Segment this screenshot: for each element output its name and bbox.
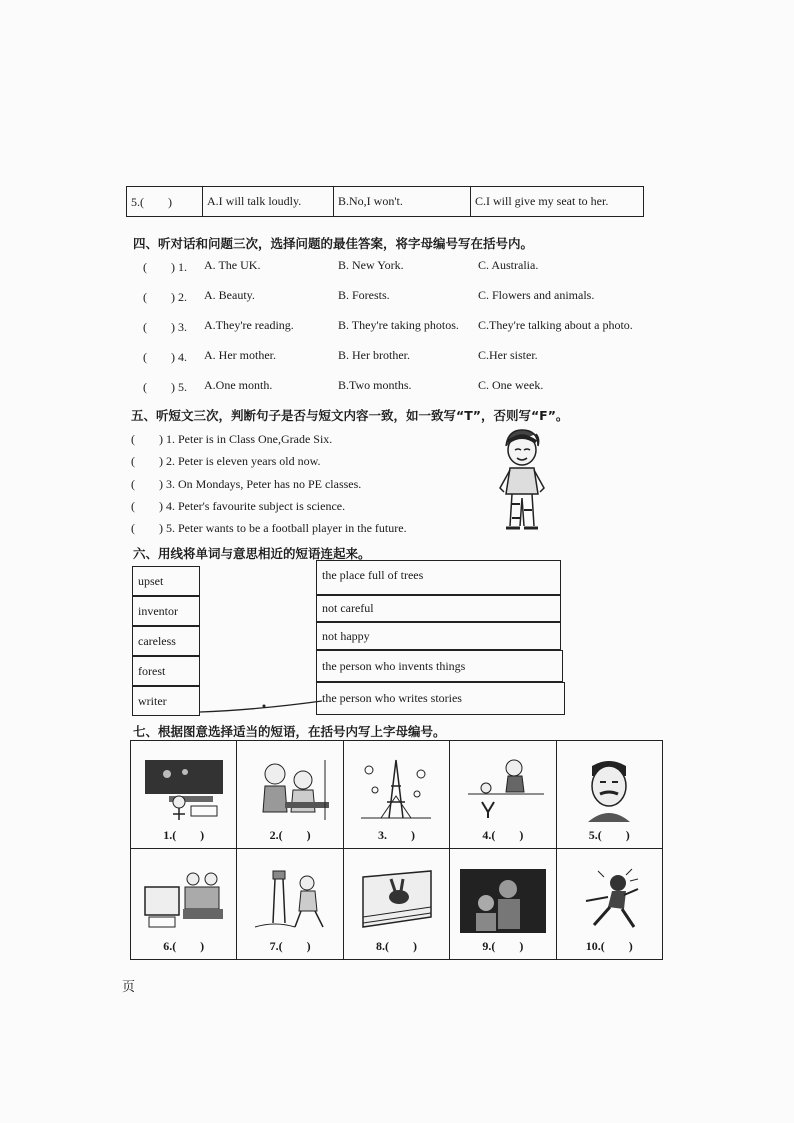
s4-q2-b: B. Forests.	[338, 288, 390, 302]
word-writer: writer	[138, 693, 167, 708]
phrase-4: the person who invents things	[322, 658, 466, 673]
pic-cell-10	[556, 849, 662, 960]
word-careless: careless	[138, 633, 176, 648]
man-portrait-picture	[564, 756, 654, 824]
pic-cell-9	[450, 849, 556, 960]
pic-label-10: 10.( )	[585, 939, 633, 953]
pic-cell-1	[131, 741, 237, 849]
word-upset: upset	[138, 573, 164, 588]
pic-cell-5	[556, 741, 662, 849]
pic-label-5: 5.( )	[588, 828, 630, 843]
s4-q3-paren: ( ) 3.	[143, 320, 187, 334]
pic-label-1: 1.( )	[163, 828, 205, 843]
word-box-inventor	[132, 596, 200, 626]
family-watching-tv-picture	[139, 867, 229, 935]
section7-title: 七、根据图意选择适当的短语，在括号内写上字母编号。	[133, 724, 446, 739]
phrase-2: not careful	[322, 601, 374, 615]
s5-item-3: ( ) 3. On Mondays, Peter has no PE classes.	[131, 477, 362, 491]
q5-number: 5.( )	[127, 187, 203, 217]
pic-cell-2	[237, 741, 343, 849]
s5-item-1: ( ) 1. Peter is in Class One,Grade Six.	[131, 432, 333, 446]
pic-cell-7	[237, 849, 343, 960]
phrase-box-5	[316, 682, 565, 715]
rabbit-poster-picture	[351, 867, 441, 935]
pic-label-9: 9.( )	[482, 939, 524, 953]
word-box-forest	[132, 656, 200, 686]
section6-title: 六、用线将单词与意思相近的短语连起来。	[133, 546, 371, 561]
word-box-writer	[132, 686, 200, 716]
s4-q5-paren: ( ) 5.	[143, 380, 187, 394]
word-box-careless	[132, 626, 200, 656]
s4-q4-b: B. Her brother.	[338, 348, 410, 362]
s4-q1-b: B. New York.	[338, 258, 404, 272]
s4-q3-a: A.They're reading.	[204, 318, 294, 332]
s4-q5-c: C. One week.	[478, 378, 544, 392]
word-forest: forest	[138, 663, 166, 678]
s5-item-2: ( ) 2. Peter is eleven years old now.	[131, 454, 321, 468]
word-inventor: inventor	[138, 603, 178, 618]
phrase-box-2	[316, 595, 561, 622]
s4-q4-c: C.Her sister.	[478, 348, 538, 362]
pic-cell-8	[343, 849, 449, 960]
s4-q3-c: C.They're talking about a photo.	[478, 318, 633, 332]
q5-answer-table	[126, 186, 644, 217]
grandpa-boy-picture	[245, 756, 335, 824]
page-mark: 页	[122, 979, 136, 994]
eiffel-tower-picture	[351, 756, 441, 824]
planting-tree-picture	[245, 867, 335, 935]
pic-label-2: 2.( )	[269, 828, 311, 843]
teacher-blackboard-picture	[139, 756, 229, 824]
phrase-box-1	[316, 560, 561, 595]
phrase-1: the place full of trees	[322, 568, 424, 582]
s4-q2-paren: ( ) 2.	[143, 290, 187, 304]
phrase-box-3	[316, 622, 561, 650]
s4-q1-c: C. Australia.	[478, 258, 539, 272]
s4-q2-c: C. Flowers and animals.	[478, 288, 595, 302]
phrase-5: the person who writes stories	[322, 691, 462, 705]
s4-q3-b: B. They're taking photos.	[338, 318, 459, 332]
s4-q4-paren: ( ) 4.	[143, 350, 187, 364]
section5-title: 五、听短文三次，判断句子是否与短文内容一致，如一致写“T”，否则写“F”。	[131, 408, 569, 423]
s5-item-5: ( ) 5. Peter wants to be a football player in the future.	[131, 521, 407, 535]
s4-q1-paren: ( ) 1.	[143, 260, 187, 274]
boy-illustration	[496, 428, 548, 536]
s4-q1-a: A. The UK.	[204, 258, 261, 272]
phrase-box-4	[316, 650, 563, 682]
pic-label-8: 8.( )	[375, 939, 417, 953]
s5-item-4: ( ) 4. Peter's favourite subject is science.	[131, 499, 346, 513]
pic-cell-3	[343, 741, 449, 849]
pic-label-3: 3. )	[377, 828, 415, 843]
q5-option-a: A.I will talk loudly.	[203, 187, 334, 217]
boy-playing-picture	[458, 756, 548, 824]
q5-option-b: B.No,I won't.	[334, 187, 471, 217]
dark-photo-picture	[458, 867, 548, 935]
pic-label-6: 6.( )	[163, 939, 205, 953]
s4-q5-a: A.One month.	[204, 378, 273, 392]
q5-option-c: C.I will give my seat to her.	[471, 187, 644, 217]
pic-cell-4	[450, 741, 556, 849]
pic-cell-6	[131, 849, 237, 960]
phrase-3: not happy	[322, 628, 370, 643]
s4-q4-a: A. Her mother.	[204, 348, 276, 362]
picture-grid	[130, 740, 663, 960]
section4-title: 四、听对话和问题三次，选择问题的最佳答案，将字母编号写在括号内。	[133, 236, 534, 251]
example-connecting-line	[196, 698, 326, 718]
pic-label-7: 7.( )	[269, 939, 311, 953]
s4-q5-b: B.Two months.	[338, 378, 412, 392]
running-man-picture	[564, 867, 654, 935]
pic-label-4: 4.( )	[482, 828, 524, 843]
word-box-upset	[132, 566, 200, 596]
s4-q2-a: A. Beauty.	[204, 288, 255, 302]
